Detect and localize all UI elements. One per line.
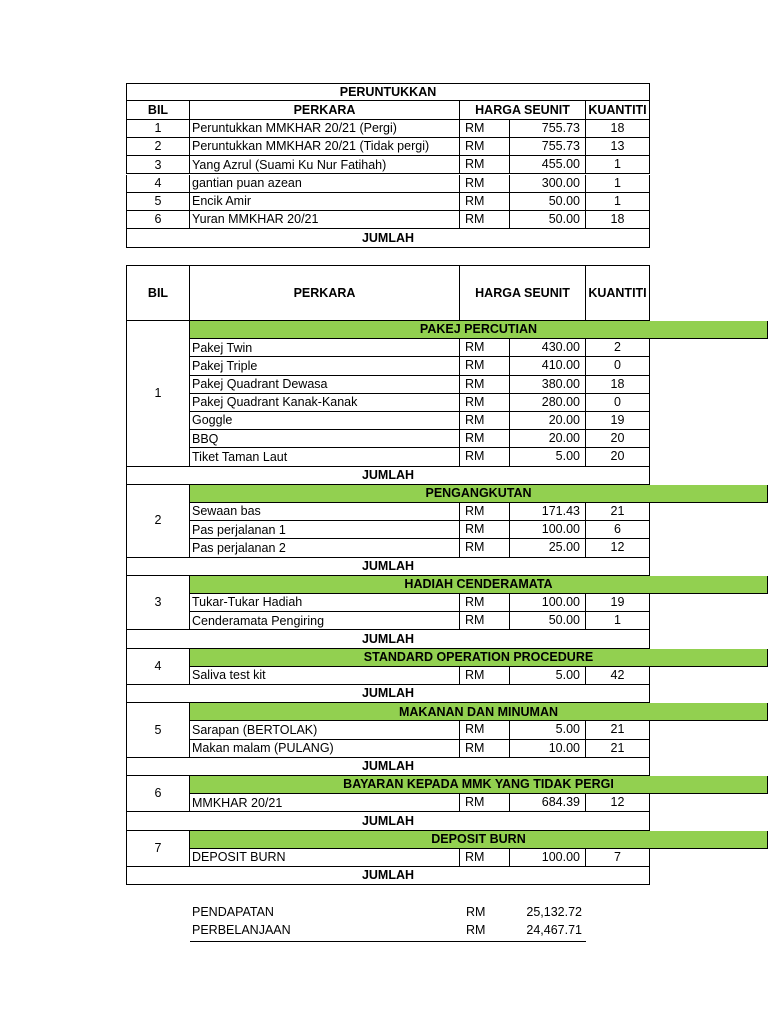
peruntukkan-row-kuantiti[interactable]: 18 xyxy=(586,211,650,229)
expense-row-kuantiti[interactable]: 18 xyxy=(586,376,650,394)
peruntukkan-row-bil: 4 xyxy=(126,175,190,193)
expense-row-rm[interactable]: RM xyxy=(460,594,510,612)
expense-row-perkara[interactable]: Cenderamata Pengiring xyxy=(190,612,460,630)
section-header: DEPOSIT BURN xyxy=(190,831,768,849)
expense-row-kuantiti[interactable]: 12 xyxy=(586,794,650,812)
group-bil-6: 6 xyxy=(126,776,190,812)
peruntukkan-row-rm[interactable]: RM xyxy=(460,193,510,211)
summary-value: 24,467.71 xyxy=(526,923,582,938)
expense-row-harga[interactable]: 100.00 xyxy=(510,594,586,612)
peruntukkan-row-rm[interactable]: RM xyxy=(460,138,510,156)
expense-row-harga[interactable]: 10.00 xyxy=(510,740,586,758)
expense-row-rm[interactable]: RM xyxy=(460,430,510,448)
expense-row-perkara[interactable]: Pakej Twin xyxy=(190,339,460,357)
expense-row-harga[interactable]: 280.00 xyxy=(510,394,586,412)
group-bil-2: 2 xyxy=(126,485,190,558)
group-bil-1: 1 xyxy=(126,321,190,467)
peruntukkan-title: PERUNTUKKAN xyxy=(126,83,650,101)
peruntukkan-row-rm[interactable]: RM xyxy=(460,211,510,229)
peruntukkan-row-bil: 2 xyxy=(126,138,190,156)
expense-row-harga[interactable]: 684.39 xyxy=(510,794,586,812)
peruntukkan-row-kuantiti[interactable]: 1 xyxy=(586,156,650,174)
expense-row-perkara[interactable]: MMKHAR 20/21 xyxy=(190,794,460,812)
peruntukkan-jumlah-row: JUMLAH xyxy=(126,229,650,247)
expense-row-perkara[interactable]: Sewaan bas xyxy=(190,503,460,521)
expense-row-rm[interactable]: RM xyxy=(460,794,510,812)
expense-row-perkara[interactable]: Pas perjalanan 2 xyxy=(190,539,460,557)
section-header: HADIAH CENDERAMATA xyxy=(190,576,768,594)
group-bil-4: 4 xyxy=(126,649,190,685)
peruntukkan-row-harga[interactable]: 755.73 xyxy=(510,138,586,156)
expense-row-harga[interactable]: 100.00 xyxy=(510,849,586,867)
summary-rm: RM xyxy=(466,904,486,919)
section-header: PENGANGKUTAN xyxy=(190,485,768,503)
peruntukkan-row-perkara[interactable]: gantian puan azean xyxy=(190,175,460,193)
expense-row-kuantiti[interactable]: 7 xyxy=(586,849,650,867)
peruntukkan-row-bil: 5 xyxy=(126,193,190,211)
section-header: PAKEJ PERCUTIAN xyxy=(190,321,768,339)
expense-row-rm[interactable]: RM xyxy=(460,612,510,630)
peruntukkan-row-bil: 3 xyxy=(126,156,190,174)
summary-label: PERBELANJAAN xyxy=(192,923,291,938)
peruntukkan-row-rm[interactable]: RM xyxy=(460,120,510,138)
expense-row-kuantiti[interactable]: 2 xyxy=(586,339,650,357)
peruntukkan-perkara-header: PERKARA xyxy=(190,101,460,119)
expense-row-harga[interactable]: 25.00 xyxy=(510,539,586,557)
peruntukkan-row-harga[interactable]: 755.73 xyxy=(510,120,586,138)
expense-row-harga[interactable]: 50.00 xyxy=(510,612,586,630)
expense-row-perkara[interactable]: Makan malam (PULANG) xyxy=(190,740,460,758)
perbelanjaan-harga-seunit-header: HARGA SEUNIT xyxy=(460,265,586,321)
expense-row-rm[interactable]: RM xyxy=(460,412,510,430)
expense-row-harga[interactable]: 430.00 xyxy=(510,339,586,357)
peruntukkan-row-harga[interactable]: 50.00 xyxy=(510,193,586,211)
group-bil-5: 5 xyxy=(126,703,190,758)
expense-row-rm[interactable]: RM xyxy=(460,667,510,685)
group-jumlah-row: JUMLAH xyxy=(126,812,650,830)
expense-row-harga[interactable]: 410.00 xyxy=(510,357,586,375)
expense-row-harga[interactable]: 100.00 xyxy=(510,521,586,539)
expense-row-rm[interactable]: RM xyxy=(460,521,510,539)
expense-row-harga[interactable]: 5.00 xyxy=(510,448,586,466)
expense-row-harga[interactable]: 380.00 xyxy=(510,376,586,394)
expense-row-perkara[interactable]: Pakej Triple xyxy=(190,357,460,375)
expense-row-rm[interactable]: RM xyxy=(460,539,510,557)
expense-row-harga[interactable]: 171.43 xyxy=(510,503,586,521)
expense-row-harga[interactable]: 5.00 xyxy=(510,667,586,685)
perbelanjaan-perkara-header: PERKARA xyxy=(190,265,460,321)
expense-row-kuantiti[interactable]: 12 xyxy=(586,539,650,557)
expense-row-kuantiti[interactable]: 0 xyxy=(586,357,650,375)
peruntukkan-row-perkara[interactable]: Encik Amir xyxy=(190,193,460,211)
expense-row-rm[interactable]: RM xyxy=(460,503,510,521)
peruntukkan-row-perkara[interactable]: Yang Azrul (Suami Ku Nur Fatihah) xyxy=(190,156,460,174)
peruntukkan-row-rm[interactable]: RM xyxy=(460,175,510,193)
peruntukkan-row-bil: 6 xyxy=(126,211,190,229)
group-jumlah-row: JUMLAH xyxy=(126,558,650,576)
expense-row-rm[interactable]: RM xyxy=(460,357,510,375)
group-bil-7: 7 xyxy=(126,831,190,867)
expense-row-rm[interactable]: RM xyxy=(460,740,510,758)
expense-row-kuantiti[interactable]: 19 xyxy=(586,412,650,430)
peruntukkan-row-harga[interactable]: 455.00 xyxy=(510,156,586,174)
peruntukkan-row-harga[interactable]: 300.00 xyxy=(510,175,586,193)
expense-row-rm[interactable]: RM xyxy=(460,849,510,867)
peruntukkan-row-bil: 1 xyxy=(126,120,190,138)
expense-row-kuantiti[interactable]: 21 xyxy=(586,721,650,739)
peruntukkan-row-kuantiti[interactable]: 13 xyxy=(586,138,650,156)
peruntukkan-harga-seunit-header: HARGA SEUNIT xyxy=(460,101,586,119)
perbelanjaan-kuantiti-header: KUANTITI xyxy=(586,265,650,321)
section-header: MAKANAN DAN MINUMAN xyxy=(190,703,768,721)
expense-row-kuantiti[interactable]: 19 xyxy=(586,594,650,612)
expense-row-perkara[interactable]: DEPOSIT BURN xyxy=(190,849,460,867)
expense-row-rm[interactable]: RM xyxy=(460,394,510,412)
expense-row-kuantiti[interactable]: 1 xyxy=(586,612,650,630)
expense-row-perkara[interactable]: Pas perjalanan 1 xyxy=(190,521,460,539)
expense-row-perkara[interactable]: BBQ xyxy=(190,430,460,448)
expense-row-kuantiti[interactable]: 21 xyxy=(586,503,650,521)
peruntukkan-row-kuantiti[interactable]: 18 xyxy=(586,120,650,138)
expense-row-kuantiti[interactable]: 42 xyxy=(586,667,650,685)
expense-row-harga[interactable]: 20.00 xyxy=(510,430,586,448)
peruntukkan-row-perkara[interactable]: Peruntukkan MMKHAR 20/21 (Tidak pergi) xyxy=(190,138,460,156)
expense-row-kuantiti[interactable]: 0 xyxy=(586,394,650,412)
peruntukkan-row-rm[interactable]: RM xyxy=(460,156,510,174)
expense-row-rm[interactable]: RM xyxy=(460,448,510,466)
section-header: STANDARD OPERATION PROCEDURE xyxy=(190,649,768,667)
expense-row-rm[interactable]: RM xyxy=(460,721,510,739)
peruntukkan-bil-header: BIL xyxy=(126,101,190,119)
expense-row-kuantiti[interactable]: 20 xyxy=(586,430,650,448)
expense-row-perkara[interactable]: Saliva test kit xyxy=(190,667,460,685)
group-jumlah-row: JUMLAH xyxy=(126,758,650,776)
peruntukkan-kuantiti-header: KUANTITI xyxy=(586,101,650,119)
expense-row-perkara[interactable]: Pakej Quadrant Kanak-Kanak xyxy=(190,394,460,412)
expense-row-kuantiti[interactable]: 6 xyxy=(586,521,650,539)
expense-row-perkara[interactable]: Tiket Taman Laut xyxy=(190,448,460,466)
group-jumlah-row: JUMLAH xyxy=(126,467,650,485)
section-header: BAYARAN KEPADA MMK YANG TIDAK PERGI xyxy=(190,776,768,794)
peruntukkan-row-perkara[interactable]: Yuran MMKHAR 20/21 xyxy=(190,211,460,229)
expense-row-kuantiti[interactable]: 20 xyxy=(586,448,650,466)
expense-row-harga[interactable]: 20.00 xyxy=(510,412,586,430)
summary-rm: RM xyxy=(466,923,486,938)
expense-row-kuantiti[interactable]: 21 xyxy=(586,740,650,758)
expense-row-perkara[interactable]: Tukar-Tukar Hadiah xyxy=(190,594,460,612)
expense-row-rm[interactable]: RM xyxy=(460,339,510,357)
peruntukkan-row-kuantiti[interactable]: 1 xyxy=(586,175,650,193)
expense-row-perkara[interactable]: Pakej Quadrant Dewasa xyxy=(190,376,460,394)
expense-row-harga[interactable]: 5.00 xyxy=(510,721,586,739)
group-jumlah-row: JUMLAH xyxy=(126,685,650,703)
perbelanjaan-bil-header: BIL xyxy=(126,265,190,321)
peruntukkan-row-kuantiti[interactable]: 1 xyxy=(586,193,650,211)
expense-row-rm[interactable]: RM xyxy=(460,376,510,394)
summary-underline xyxy=(190,941,586,942)
summary-value: 25,132.72 xyxy=(526,904,582,919)
expense-row-perkara[interactable]: Sarapan (BERTOLAK) xyxy=(190,721,460,739)
peruntukkan-row-harga[interactable]: 50.00 xyxy=(510,211,586,229)
summary-label: PENDAPATAN xyxy=(192,904,274,919)
group-jumlah-row: JUMLAH xyxy=(126,867,650,885)
group-bil-3: 3 xyxy=(126,576,190,631)
group-jumlah-row: JUMLAH xyxy=(126,630,650,648)
expense-row-perkara[interactable]: Goggle xyxy=(190,412,460,430)
peruntukkan-row-perkara[interactable]: Peruntukkan MMKHAR 20/21 (Pergi) xyxy=(190,120,460,138)
